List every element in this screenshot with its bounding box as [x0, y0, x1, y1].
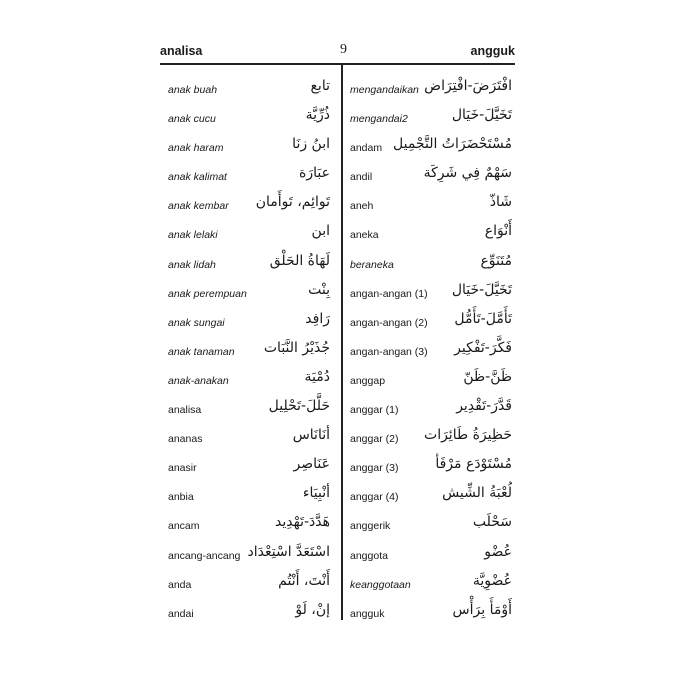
dictionary-entry — [160, 369, 340, 398]
entry-term: andai — [168, 607, 194, 620]
column-divider — [341, 64, 343, 620]
header-rule — [160, 63, 515, 65]
entry-arabic: هَدَّدَ-تَهْدِيد — [275, 514, 330, 531]
dictionary-entry — [346, 165, 516, 194]
entry-arabic: ذُرِّيَّة — [305, 107, 330, 124]
dictionary-entry — [160, 78, 340, 107]
dictionary-entry — [160, 107, 340, 136]
entry-arabic: أنَانَاس — [292, 427, 330, 444]
dictionary-entry — [346, 427, 516, 456]
entry-arabic: حَظِيرَةُ طَائِرَات — [424, 427, 512, 444]
entry-term: aneh — [350, 200, 374, 213]
dictionary-entry — [160, 311, 340, 340]
entry-arabic: ظَنَّ-ظَنّ — [463, 368, 512, 385]
entry-term: anasir — [168, 462, 197, 475]
left-column — [160, 78, 340, 631]
entry-arabic: أَوْمَأَ بِرَأْس — [452, 601, 512, 618]
entry-term: anggerik — [350, 520, 391, 533]
right-guide-word: angguk — [470, 44, 515, 58]
dictionary-entry — [346, 340, 516, 369]
entry-term: ancang-ancang — [168, 549, 241, 562]
dictionary-entry — [346, 136, 516, 165]
dictionary-entry — [160, 282, 340, 311]
right-column — [346, 78, 516, 631]
dictionary-entry — [160, 602, 340, 631]
entry-arabic: تَخَيَّلَ-خَيَال — [451, 281, 512, 298]
entry-arabic: تابع — [310, 78, 330, 94]
entry-term: anggap — [350, 374, 386, 387]
entry-term: anak lidah — [168, 258, 216, 271]
entry-term: anak lelaki — [168, 229, 218, 242]
entry-term: keanggotaan — [350, 578, 411, 591]
dictionary-entry — [346, 282, 516, 311]
dictionary-entry — [346, 223, 516, 252]
dictionary-entry — [160, 223, 340, 252]
entry-arabic: شَاذّ — [489, 194, 512, 211]
entry-term: ananas — [168, 433, 203, 446]
entry-arabic: مُسْتَوْدَع مَرْفَأ — [435, 456, 512, 473]
entry-term: angguk — [350, 607, 385, 620]
dictionary-entry — [346, 369, 516, 398]
entry-arabic: فَكَّرَ-تَفْكِير — [454, 339, 512, 356]
entry-arabic: أنْبِيَاء — [302, 485, 330, 502]
dictionary-entry — [160, 573, 340, 602]
entry-term: anak perempuan — [168, 287, 247, 300]
entry-arabic: إنْ، لَوْ — [295, 601, 330, 618]
entry-term: anak kalimat — [168, 171, 227, 184]
entry-term: anak cucu — [168, 113, 216, 126]
left-guide-word: analisa — [160, 44, 203, 58]
dictionary-entry — [160, 398, 340, 427]
entry-arabic: حَلَّلَ-تَحْلِيل — [268, 398, 330, 415]
entry-arabic: دُمْيَة — [304, 368, 330, 385]
entry-term: aneka — [350, 229, 379, 242]
dictionary-entry — [160, 544, 340, 573]
entry-term: anak tanaman — [168, 345, 235, 358]
entry-term: anak haram — [168, 142, 224, 155]
entry-arabic: تَأَمَّلَ-تَأَمُّل — [454, 310, 512, 327]
entry-arabic: مُتَنَوِّع — [480, 252, 512, 269]
entry-term: mengandaikan — [350, 84, 419, 96]
entry-term: analisa — [168, 404, 202, 417]
dictionary-entry — [160, 514, 340, 543]
entry-term: anak kembar — [168, 200, 229, 213]
dictionary-entry — [346, 78, 516, 107]
entry-arabic: عَنَاصِر — [293, 456, 330, 473]
entry-arabic: عُضْوِيَّة — [472, 572, 512, 589]
entry-arabic: بِنْت — [308, 281, 330, 298]
entry-arabic: عُضْو — [484, 543, 512, 560]
entry-arabic: لَهَاةُ الحَلْق — [269, 252, 330, 269]
entry-term: anak buah — [168, 84, 218, 96]
entry-term: anda — [168, 578, 192, 591]
entry-term: ancam — [168, 520, 200, 533]
dictionary-entry — [346, 514, 516, 543]
entry-arabic: سَهْمٌ فِي شَرِكَة — [423, 165, 512, 182]
entry-arabic: أَنْوَاع — [484, 223, 512, 240]
dictionary-entry — [160, 485, 340, 514]
dictionary-entry — [160, 427, 340, 456]
dictionary-entry — [346, 544, 516, 573]
dictionary-entry — [346, 602, 516, 631]
entry-arabic: جُذَيْرُ النَّبَات — [263, 339, 330, 356]
entry-term: beraneka — [350, 258, 394, 271]
dictionary-entry — [346, 311, 516, 340]
entry-arabic: عبَارَة — [299, 165, 330, 182]
entry-arabic: اسْتَعَدَّ اسْتِعْدَاد — [247, 543, 330, 560]
dictionary-entry — [160, 456, 340, 485]
entry-arabic: مُسْتَحْضَرَاتُ التَّجْمِيل — [393, 136, 512, 153]
entry-term: anggar (1) — [350, 404, 399, 417]
entry-term: andam — [350, 142, 383, 155]
entry-term: mengandai2 — [350, 113, 408, 126]
dictionary-entry — [346, 194, 516, 223]
entry-term: anak sungai — [168, 316, 225, 329]
dictionary-entry — [346, 398, 516, 427]
entry-arabic: قَدَّرَ-تَقْدِير — [456, 398, 512, 415]
entry-term: anggar (4) — [350, 491, 399, 504]
dictionary-entry — [346, 573, 516, 602]
entry-arabic: افْتَرَضَ-افْتِرَاض — [424, 78, 512, 94]
dictionary-entry — [160, 136, 340, 165]
dictionary-entry — [160, 340, 340, 369]
entry-term: anbia — [168, 491, 194, 504]
entry-arabic: ابن — [311, 223, 330, 240]
entry-arabic: رَافِد — [305, 310, 330, 327]
dictionary-entry — [160, 194, 340, 223]
dictionary-entry — [346, 485, 516, 514]
entry-arabic: لُعْبَةُ الشِّيش — [442, 485, 512, 502]
dictionary-entry — [346, 253, 516, 282]
entry-term: anak-anakan — [168, 374, 229, 387]
entry-term: andil — [350, 171, 373, 184]
dictionary-entry — [160, 165, 340, 194]
entry-term: anggota — [350, 549, 388, 562]
dictionary-entry — [346, 456, 516, 485]
page-number: 9 — [340, 42, 347, 57]
entry-arabic: أَنْتَ، أَنْتُم — [278, 572, 330, 589]
entry-arabic: تَخَيَّلَ-خَيَال — [451, 107, 512, 124]
entry-arabic: تَوائِم، تَوأَمان — [255, 194, 330, 211]
entry-term: angan-angan (2) — [350, 316, 428, 329]
dictionary-entry — [160, 253, 340, 282]
dictionary-entry — [346, 107, 516, 136]
entry-arabic: سَحْلَب — [472, 514, 512, 531]
entry-term: angan-angan (1) — [350, 287, 428, 300]
entry-arabic: ابنُ زنَا — [292, 136, 330, 153]
entry-term: angan-angan (3) — [350, 345, 428, 358]
entry-term: anggar (2) — [350, 433, 399, 446]
entry-term: anggar (3) — [350, 462, 399, 475]
